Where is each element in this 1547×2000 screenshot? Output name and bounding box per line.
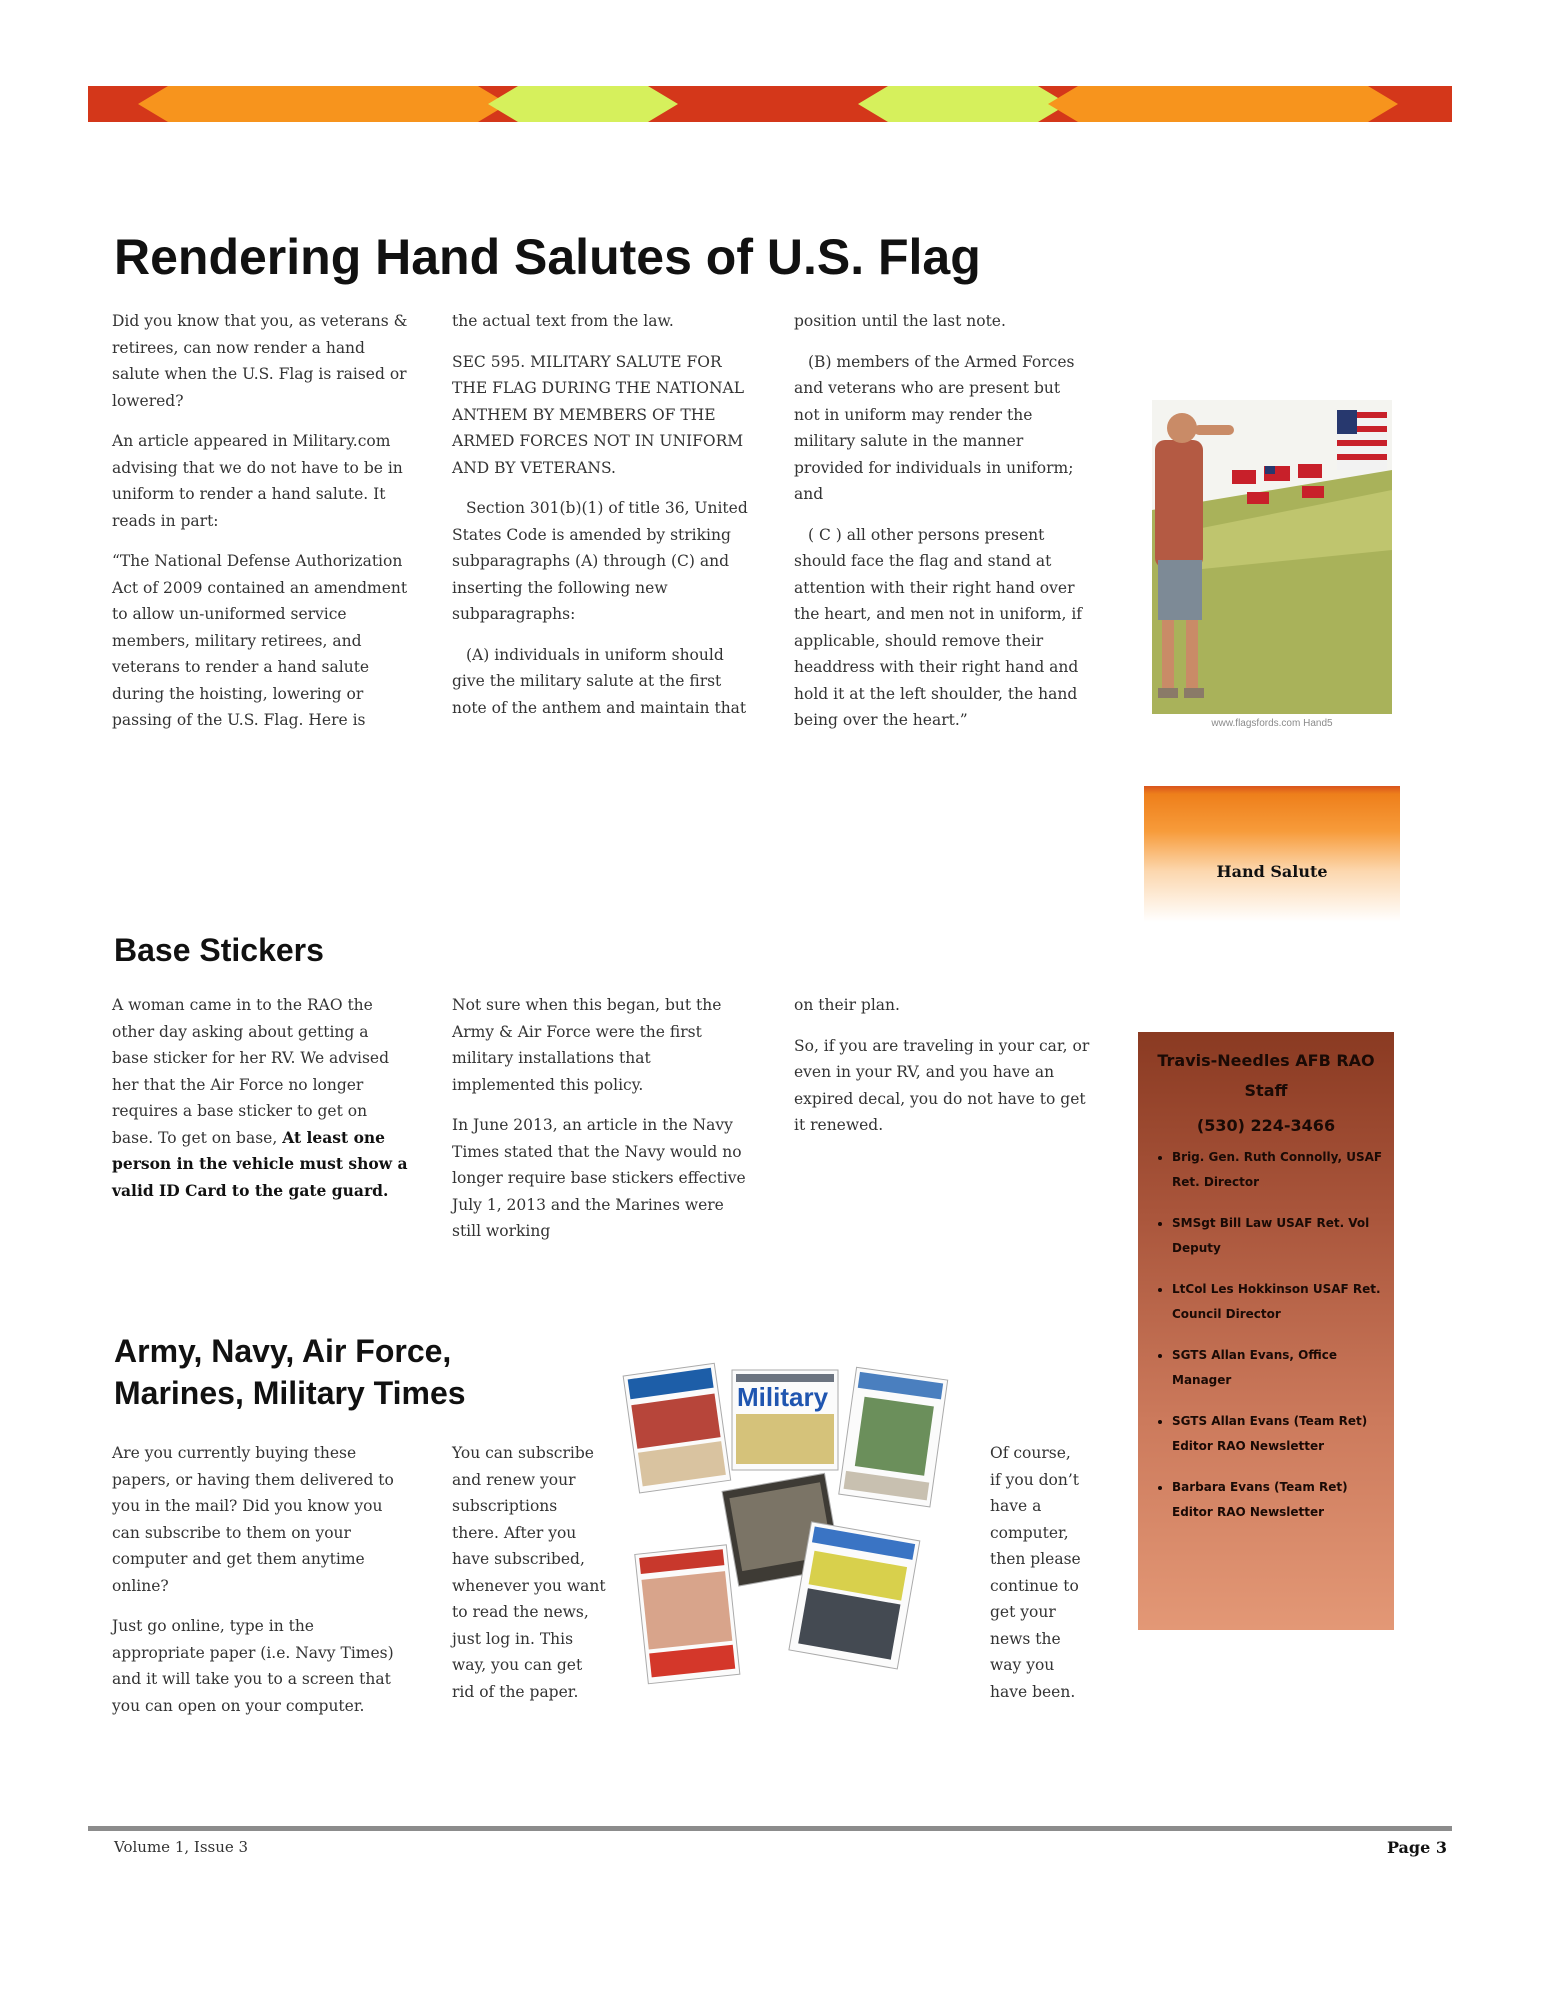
times-paragraph: Are you currently buying these papers, or having them delivered to you in the mail? Did you know you can subscribe to them on your computer and get them anytime online? xyxy=(112,1444,394,1595)
staff-list-item: • LtCol Les Hokkinson USAF Ret. Council Director xyxy=(1172,1277,1384,1327)
salute-photo xyxy=(1152,400,1392,714)
article-title-salutes: Rendering Hand Salutes of U.S. Flag xyxy=(114,229,981,285)
rao-staff-sidebar xyxy=(1138,1032,1394,1630)
salutes-paragraph: (A) individuals in uniform should give the military salute at the first note of the anthem and maintain that xyxy=(452,645,747,717)
salutes-paragraph: An article appeared in Military.com advising that we do not have to be in uniform to render a hand salute. It reads in part: xyxy=(112,432,403,530)
salutes-paragraph: SEC 595. MILITARY SALUTE FOR THE FLAG DURING THE NATIONAL ANTHEM BY MEMBERS OF THE ARMED FORCES NOT IN UNIFORM AND BY VETERANS. xyxy=(452,352,745,477)
stickers-text: A woman came in to the RAO the other day asking about getting a base sticker for her RV. We advised her that the Air Force no longer requires a base sticker to get on base. To get on base, xyxy=(112,996,389,1147)
photo-caption: Hand Salute xyxy=(1216,862,1328,881)
sidebar-title: Travis-Needles AFB RAO Staff xyxy=(1157,1051,1375,1100)
stickers-paragraph xyxy=(112,992,408,1204)
stickers-paragraph: on their plan. xyxy=(794,996,900,1014)
salutes-column-1 xyxy=(112,308,408,748)
staff-list xyxy=(1138,1145,1394,1525)
times-paragraph: Just go online, type in the appropriate paper (i.e. Navy Times) and it will take you to a screen that you can open on your computer. xyxy=(112,1617,394,1715)
footer-page-number: Page 3 xyxy=(1386,1838,1447,1857)
salutes-paragraph: ( C ) all other persons present should face the flag and stand at attention with their right hand over the heart, and men not in uniform, if applicable, should remove their headdress with their right hand and hold it at the left shoulder, the hand being over the heart.” xyxy=(794,525,1083,729)
salutes-column-2 xyxy=(452,308,748,735)
staff-list-item: • SMSgt Bill Law USAF Ret. Vol Deputy xyxy=(1172,1211,1384,1261)
top-banner xyxy=(88,86,1452,122)
times-column-1 xyxy=(112,1440,408,1733)
magazine-title: Military xyxy=(737,1382,829,1412)
salutes-paragraph: (B) members of the Armed Forces and veterans who are present but not in uniform may render the military salute in the manner provided for individuals in uniform; and xyxy=(794,352,1075,503)
article-title-stickers: Base Stickers xyxy=(114,932,324,968)
stickers-paragraph: Not sure when this began, but the Army & Air Force were the first military installations that implemented this policy. xyxy=(452,996,722,1094)
salutes-paragraph: position until the last note. xyxy=(794,312,1006,330)
footer-volume-issue: Volume 1, Issue 3 xyxy=(114,1838,249,1856)
stickers-column-2 xyxy=(452,992,748,1259)
times-column-3 xyxy=(990,1440,1084,1719)
stickers-column-1 xyxy=(112,992,408,1218)
stickers-column-3 xyxy=(794,992,1090,1153)
times-paragraph: Of course, if you don’t have a computer, then please continue to get your news the way you have been. xyxy=(990,1444,1081,1701)
salutes-paragraph: the actual text from the law. xyxy=(452,312,674,330)
salutes-paragraph: “The National Defense Authorization Act of 2009 contained an amendment to allow un-uniformed service members, military retirees, and veterans to render a hand salute during the hoisting, lowering or passing of the U.S. Flag. Here is xyxy=(112,552,408,729)
staff-list-item: • Brig. Gen. Ruth Connolly, USAF Ret. Director xyxy=(1172,1145,1384,1195)
salutes-paragraph: Did you know that you, as veterans & retirees, can now render a hand salute when the U.S. Flag is raised or lowered? xyxy=(112,312,408,410)
times-column-2 xyxy=(452,1440,606,1719)
staff-list-item: • Barbara Evans (Team Ret) Editor RAO Newsletter xyxy=(1172,1475,1384,1525)
salutes-column-3 xyxy=(794,308,1090,748)
stickers-paragraph: In June 2013, an article in the Navy Times stated that the Navy would no longer require base stickers effective July 1, 2013 and the Marines were still working xyxy=(452,1116,746,1240)
staff-list-item: • SGTS Allan Evans (Team Ret) Editor RAO Newsletter xyxy=(1172,1409,1384,1459)
sidebar-phone: (530) 224-3466 xyxy=(1196,1116,1336,1135)
article-title-military-times: Army, Navy, Air Force, Marines, Military Times xyxy=(114,1333,466,1411)
military-times-magazines-image xyxy=(620,1362,980,1692)
stickers-paragraph: So, if you are traveling in your car, or even in your RV, and you have an expired decal, you do not have to get it renewed. xyxy=(794,1036,1090,1134)
times-paragraph: You can subscribe and renew your subscriptions there. After you have subscribed, whenever you want to read the news, just log in. This way, you can get rid of the paper. xyxy=(452,1444,606,1701)
staff-list-item: • SGTS Allan Evans, Office Manager xyxy=(1172,1343,1384,1393)
salutes-paragraph: Section 301(b)(1) of title 36, United States Code is amended by striking subparagraphs (A) through (C) and inserting the following new subparagraphs: xyxy=(452,499,748,623)
caption-box xyxy=(1144,786,1400,922)
stickers-bold-text: At least one person in the vehicle must show a valid ID Card to the gate guard. xyxy=(112,1127,408,1200)
photo-credit: www.flagsfords.com Hand5 xyxy=(1211,718,1333,729)
footer-rule xyxy=(88,1826,1452,1831)
